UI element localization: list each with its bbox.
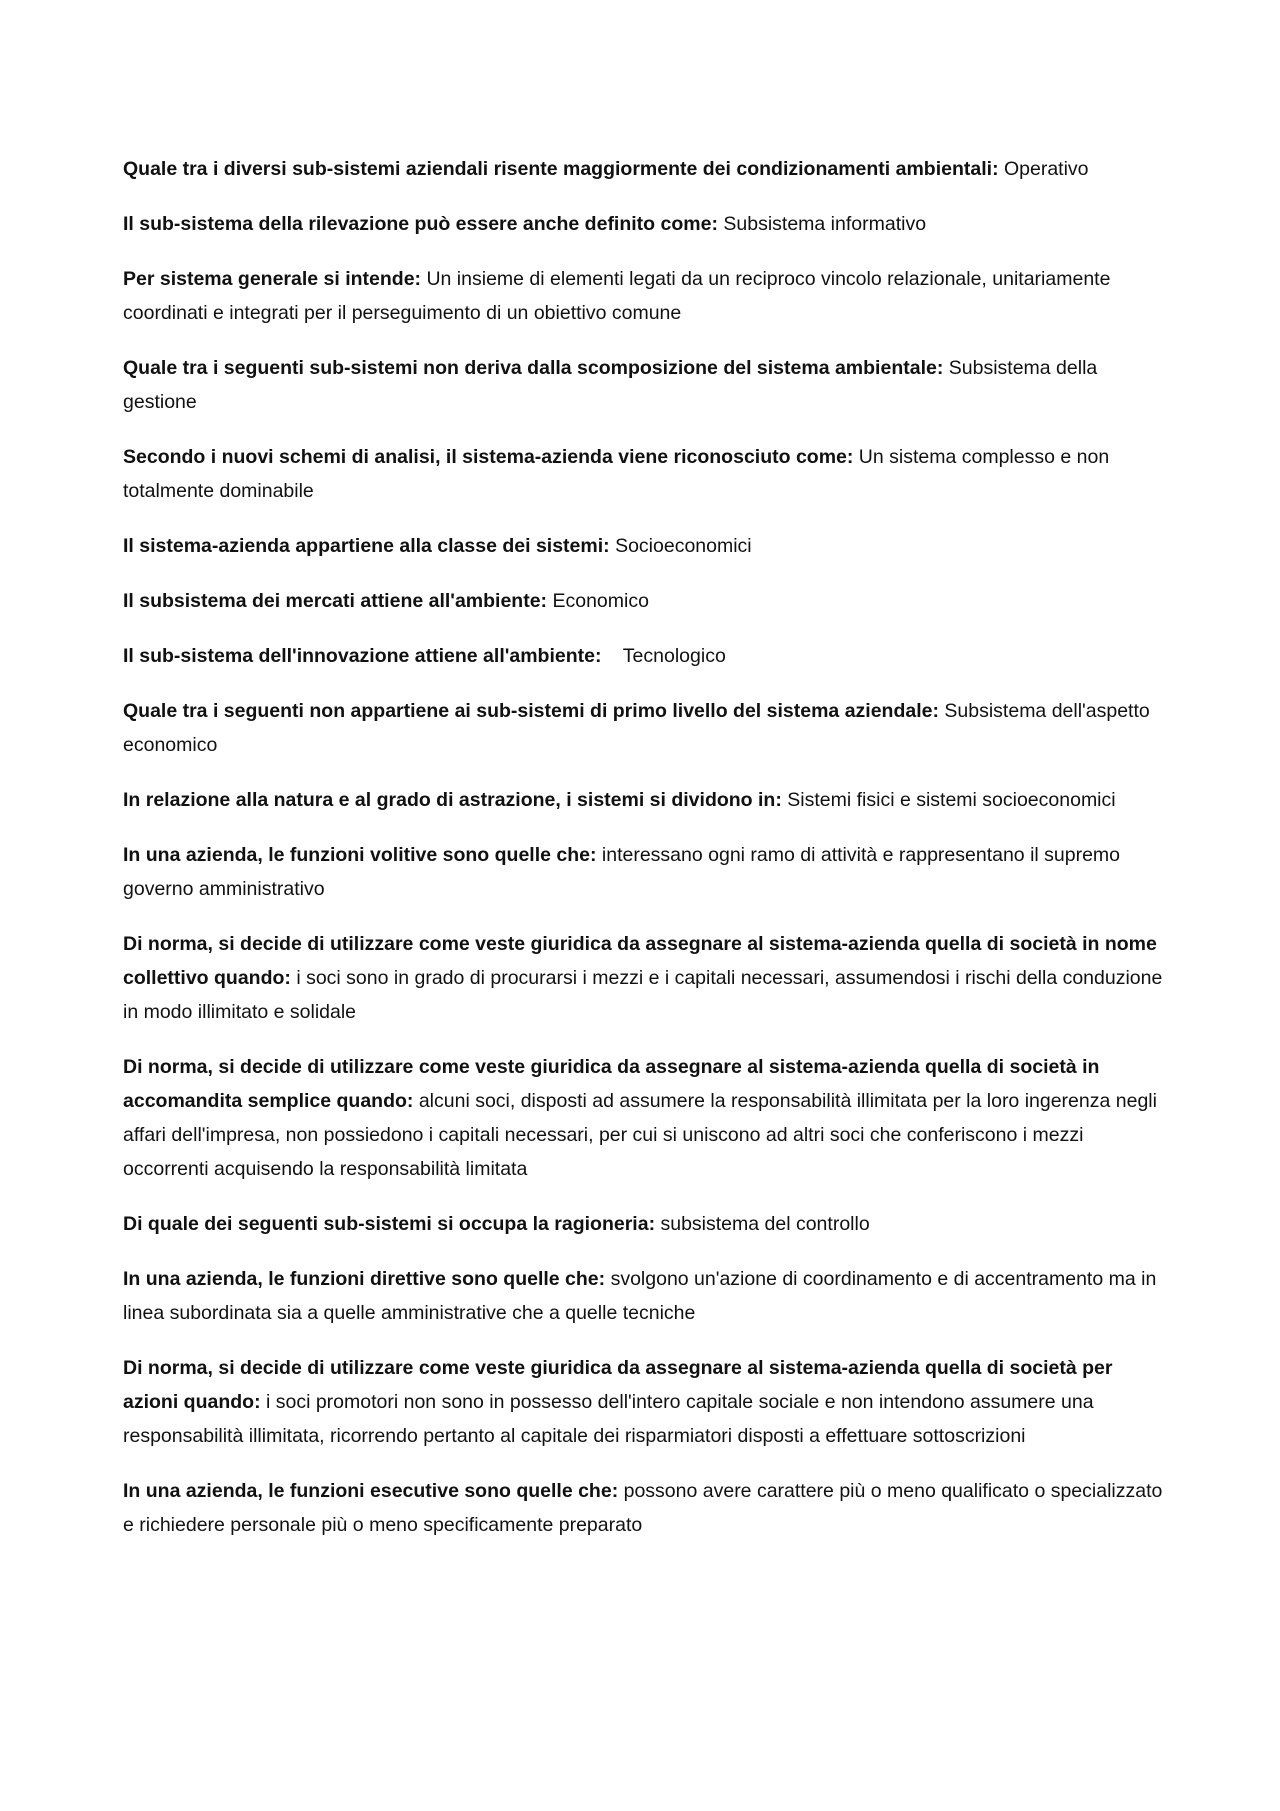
question-text: In relazione alla natura e al grado di astrazione, i sistemi si dividono in: <box>123 789 782 811</box>
qa-item <box>123 584 1168 618</box>
question-text: Il subsistema dei mercati attiene all'ambiente: <box>123 590 548 612</box>
qa-item <box>123 1474 1168 1542</box>
answer-text: Subsistema dell'aspetto economico <box>123 700 1150 756</box>
answer-text: Un sistema complesso e non totalmente dominabile <box>123 446 1110 502</box>
answer-text: possono avere carattere più o meno qualificato o specializzato e richiedere personale più o meno specificamente preparato <box>123 1480 1163 1536</box>
answer-text: Subsistema informativo <box>717 213 927 235</box>
answer-text: Un insieme di elementi legati da un reciproco vincolo relazionale, unitariamente coordinati e integrati per il perseguimento di un obiettivo comune <box>123 268 1111 324</box>
answer-text: Sistemi fisici e sistemi socioeconomici <box>781 789 1116 811</box>
qa-item <box>123 1351 1168 1453</box>
answer-text: Tecnologico <box>601 645 726 667</box>
question-text: Di norma, si decide di utilizzare come veste giuridica da assegnare al sistema-azienda quella di società per azioni quando: <box>123 1357 1113 1413</box>
question-text: In una azienda, le funzioni volitive sono quelle che: <box>123 844 597 866</box>
answer-text: Subsistema della gestione <box>123 357 1098 413</box>
question-text: Di norma, si decide di utilizzare come veste giuridica da assegnare al sistema-azienda quella di società in accomandita semplice quando: <box>123 1056 1100 1112</box>
qa-item <box>123 1262 1168 1330</box>
question-text: Il sub-sistema della rilevazione può essere anche definito come: <box>123 213 718 235</box>
answer-text: Economico <box>547 590 649 612</box>
question-text: Quale tra i seguenti non appartiene ai sub-sistemi di primo livello del sistema aziendale: <box>123 700 939 722</box>
question-text: Di quale dei seguenti sub-sistemi si occupa la ragioneria: <box>123 1213 656 1235</box>
qa-item <box>123 783 1168 817</box>
qa-item <box>123 529 1168 563</box>
qa-item <box>123 838 1168 906</box>
question-text: In una azienda, le funzioni esecutive sono quelle che: <box>123 1480 619 1502</box>
qa-item <box>123 351 1168 419</box>
qa-item <box>123 639 1168 673</box>
question-text: Quale tra i seguenti sub-sistemi non deriva dalla scomposizione del sistema ambientale: <box>123 357 944 379</box>
question-text: Quale tra i diversi sub-sistemi aziendali risente maggiormente dei condizionamenti ambientali: <box>123 158 999 180</box>
answer-text: Operativo <box>998 158 1089 180</box>
question-text: Il sistema-azienda appartiene alla classe dei sistemi: <box>123 535 610 557</box>
answer-text: i soci sono in grado di procurarsi i mezzi e i capitali necessari, assumendosi i rischi della conduzione in modo illimitato e solidale <box>123 967 1163 1023</box>
qa-item <box>123 694 1168 762</box>
qa-item <box>123 152 1168 186</box>
qa-list <box>123 152 1168 1563</box>
question-text: Secondo i nuovi schemi di analisi, il sistema-azienda viene riconosciuto come: <box>123 446 854 468</box>
question-text: Il sub-sistema dell'innovazione attiene all'ambiente: <box>123 645 602 667</box>
answer-text: interessano ogni ramo di attività e rappresentano il supremo governo amministrativo <box>123 844 1121 900</box>
question-text: Per sistema generale si intende: <box>123 268 422 290</box>
answer-text: svolgono un'azione di coordinamento e di accentramento ma in linea subordinata sia a quelle amministrative che a quelle tecniche <box>123 1268 1157 1324</box>
qa-item <box>123 440 1168 508</box>
question-text: In una azienda, le funzioni direttive sono quelle che: <box>123 1268 606 1290</box>
question-text: Di norma, si decide di utilizzare come veste giuridica da assegnare al sistema-azienda quella di società in nome collettivo quando: <box>123 933 1157 989</box>
answer-text: subsistema del controllo <box>655 1213 870 1235</box>
qa-item <box>123 207 1168 241</box>
answer-text: Socioeconomici <box>609 535 752 557</box>
qa-item <box>123 1050 1168 1186</box>
qa-item <box>123 927 1168 1029</box>
answer-text: alcuni soci, disposti ad assumere la responsabilità illimitata per la loro ingerenza negli affari dell'impresa, non possiedono i capitali necessari, per cui si uniscono ad altri soci che conferiscono i mezzi occorrenti acquisendo la responsabilità limitata <box>123 1090 1157 1180</box>
qa-item <box>123 1207 1168 1241</box>
answer-text: i soci promotori non sono in possesso dell'intero capitale sociale e non intendono assumere una responsabilità illimitata, ricorrendo pertanto al capitale dei risparmiatori disposti a effettuare sottoscrizioni <box>123 1391 1094 1447</box>
qa-item <box>123 262 1168 330</box>
